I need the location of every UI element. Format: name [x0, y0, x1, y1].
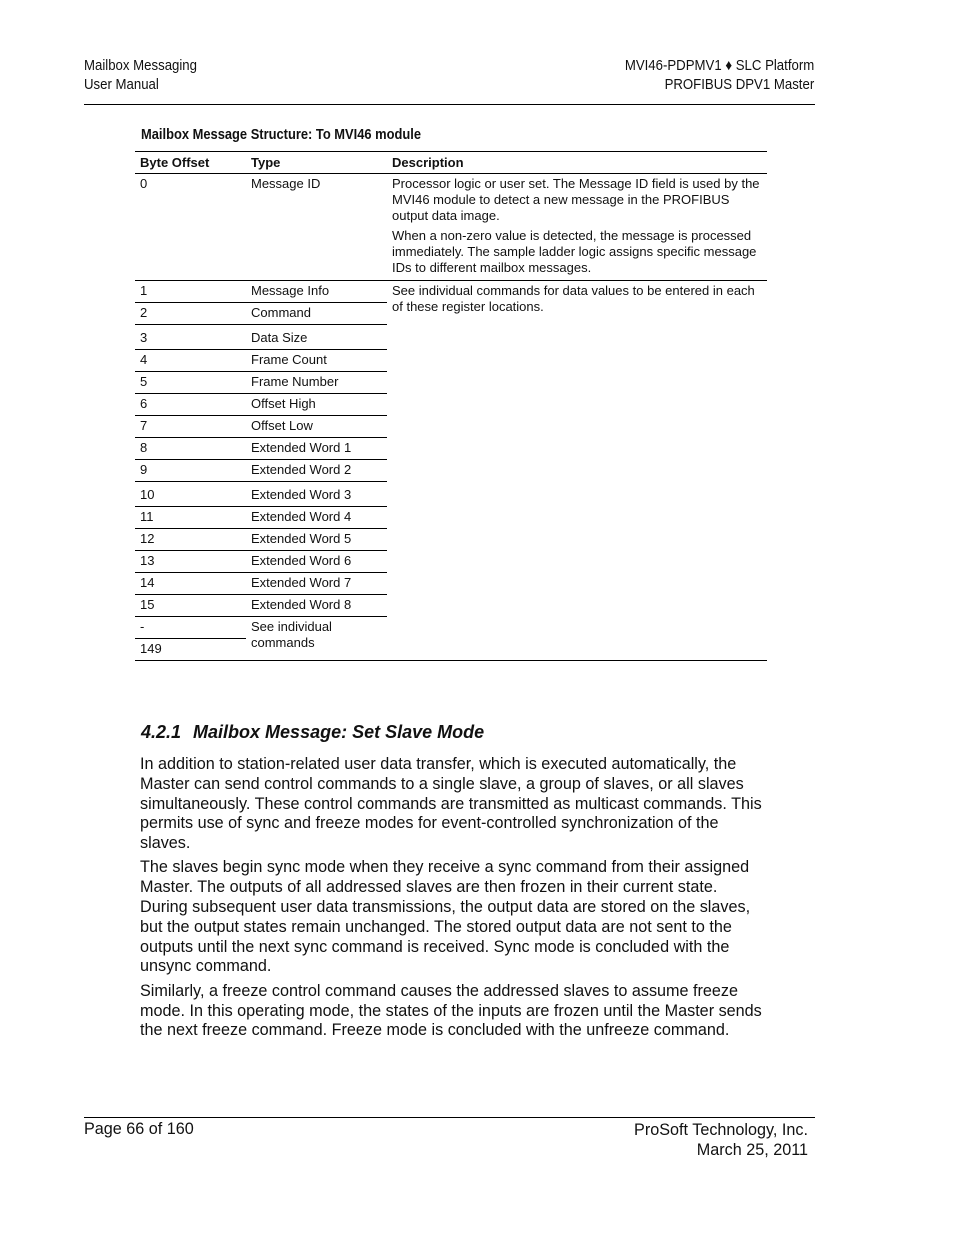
column-header-offset: Byte Offset — [135, 152, 246, 174]
section-title: Mailbox Message: Set Slave Mode — [193, 722, 485, 742]
cell-offset: 11 — [135, 507, 246, 529]
page-number: Page 66 of 160 — [84, 1120, 194, 1138]
cell-type: Extended Word 1 — [246, 438, 387, 460]
header-section-name: Mailbox Messaging — [84, 57, 197, 74]
footer-date: March 25, 2011 — [696, 1141, 808, 1159]
column-header-description: Description — [387, 152, 767, 174]
footer-divider — [84, 1117, 815, 1118]
cell-type: Message ID — [251, 176, 321, 191]
cell-description-shared: See individual commands for data values to be entered in each of these register locations. — [387, 281, 767, 661]
cell-offset: 13 — [135, 551, 246, 573]
cell-type: Frame Count — [246, 350, 387, 372]
table-caption: Mailbox Message Structure: To MVI46 module — [141, 126, 422, 143]
description-paragraph: When a non-zero value is detected, the message is processed immediately. The sample ladder logic assigns specific message IDs to different mailbox messages. — [392, 228, 757, 275]
header-product: MVI46-PDPMV1 ♦ SLC Platform — [624, 57, 814, 74]
cell-type: Extended Word 3 — [246, 482, 387, 507]
page-header-left — [84, 56, 197, 94]
cell-offset: 149 — [135, 639, 246, 661]
cell-type: Extended Word 4 — [246, 507, 387, 529]
cell-type: Extended Word 7 — [246, 573, 387, 595]
header-doc-type: User Manual — [84, 76, 159, 93]
cell-type: Frame Number — [246, 372, 387, 394]
cell-type: Extended Word 5 — [246, 529, 387, 551]
footer-company: ProSoft Technology, Inc. — [634, 1121, 808, 1139]
cell-type: Command — [246, 303, 387, 325]
header-subproduct: PROFIBUS DPV1 Master — [664, 76, 814, 93]
page-header-right — [625, 56, 814, 94]
body-paragraph: Similarly, a freeze control command causes the addressed slaves to assume freeze mode. In this operating mode, the states of the inputs are frozen until the Master sends the next freeze command. Freeze mode is concluded with the unfreeze command. — [140, 981, 762, 1040]
cell-offset: 10 — [135, 482, 246, 507]
cell-type: Data Size — [246, 325, 387, 350]
header-divider — [84, 104, 815, 105]
section-number: 4.2.1 — [141, 722, 182, 742]
cell-offset: 1 — [135, 281, 246, 303]
cell-offset: 14 — [135, 573, 246, 595]
cell-offset: 3 — [135, 325, 246, 350]
cell-offset: 2 — [135, 303, 246, 325]
mailbox-structure-table — [135, 151, 767, 661]
cell-offset: 5 — [135, 372, 246, 394]
cell-offset: 9 — [135, 460, 246, 482]
cell-type: Offset Low — [246, 416, 387, 438]
cell-offset: 12 — [135, 529, 246, 551]
body-paragraph: The slaves begin sync mode when they receive a sync command from their assigned Master. The outputs of all addressed slaves are then frozen in their current state. During subsequent user data transmissions, the output data are stored on the slaves, but the output states remain unchanged. The stored output data are not sent to the outputs until the next sync command is received. Sync mode is concluded with the unsync command. — [140, 858, 751, 976]
cell-offset: 0 — [140, 176, 148, 191]
table-header-row — [135, 152, 767, 174]
cell-type: Extended Word 8 — [246, 595, 387, 617]
table-row — [135, 174, 767, 281]
section-heading — [141, 722, 484, 743]
description-paragraph: Processor logic or user set. The Message ID field is used by the MVI46 module to detect a new message in the PROFIBUS output data image. — [392, 176, 760, 223]
cell-type: Message Info — [246, 281, 387, 303]
footer-right — [634, 1120, 808, 1160]
cell-offset: - — [135, 617, 246, 639]
cell-offset: 8 — [135, 438, 246, 460]
cell-type: Offset High — [246, 394, 387, 416]
cell-type: Extended Word 6 — [246, 551, 387, 573]
cell-offset: 6 — [135, 394, 246, 416]
cell-description — [387, 174, 767, 281]
section-body — [140, 755, 765, 1046]
cell-type: See individual commands — [246, 617, 387, 661]
cell-offset: 4 — [135, 350, 246, 372]
cell-offset: 7 — [135, 416, 246, 438]
body-paragraph: In addition to station-related user data transfer, which is executed automatically, the Master can send control commands to a single slave, a group of slaves, or all slaves simultaneously. These control commands are transmitted as multicast commands. This permits use of sync and freeze modes for event-controlled synchronization of the slaves. — [140, 755, 762, 853]
cell-type: Extended Word 2 — [246, 460, 387, 482]
table-row — [135, 281, 767, 303]
cell-offset: 15 — [135, 595, 246, 617]
column-header-type: Type — [246, 152, 387, 174]
